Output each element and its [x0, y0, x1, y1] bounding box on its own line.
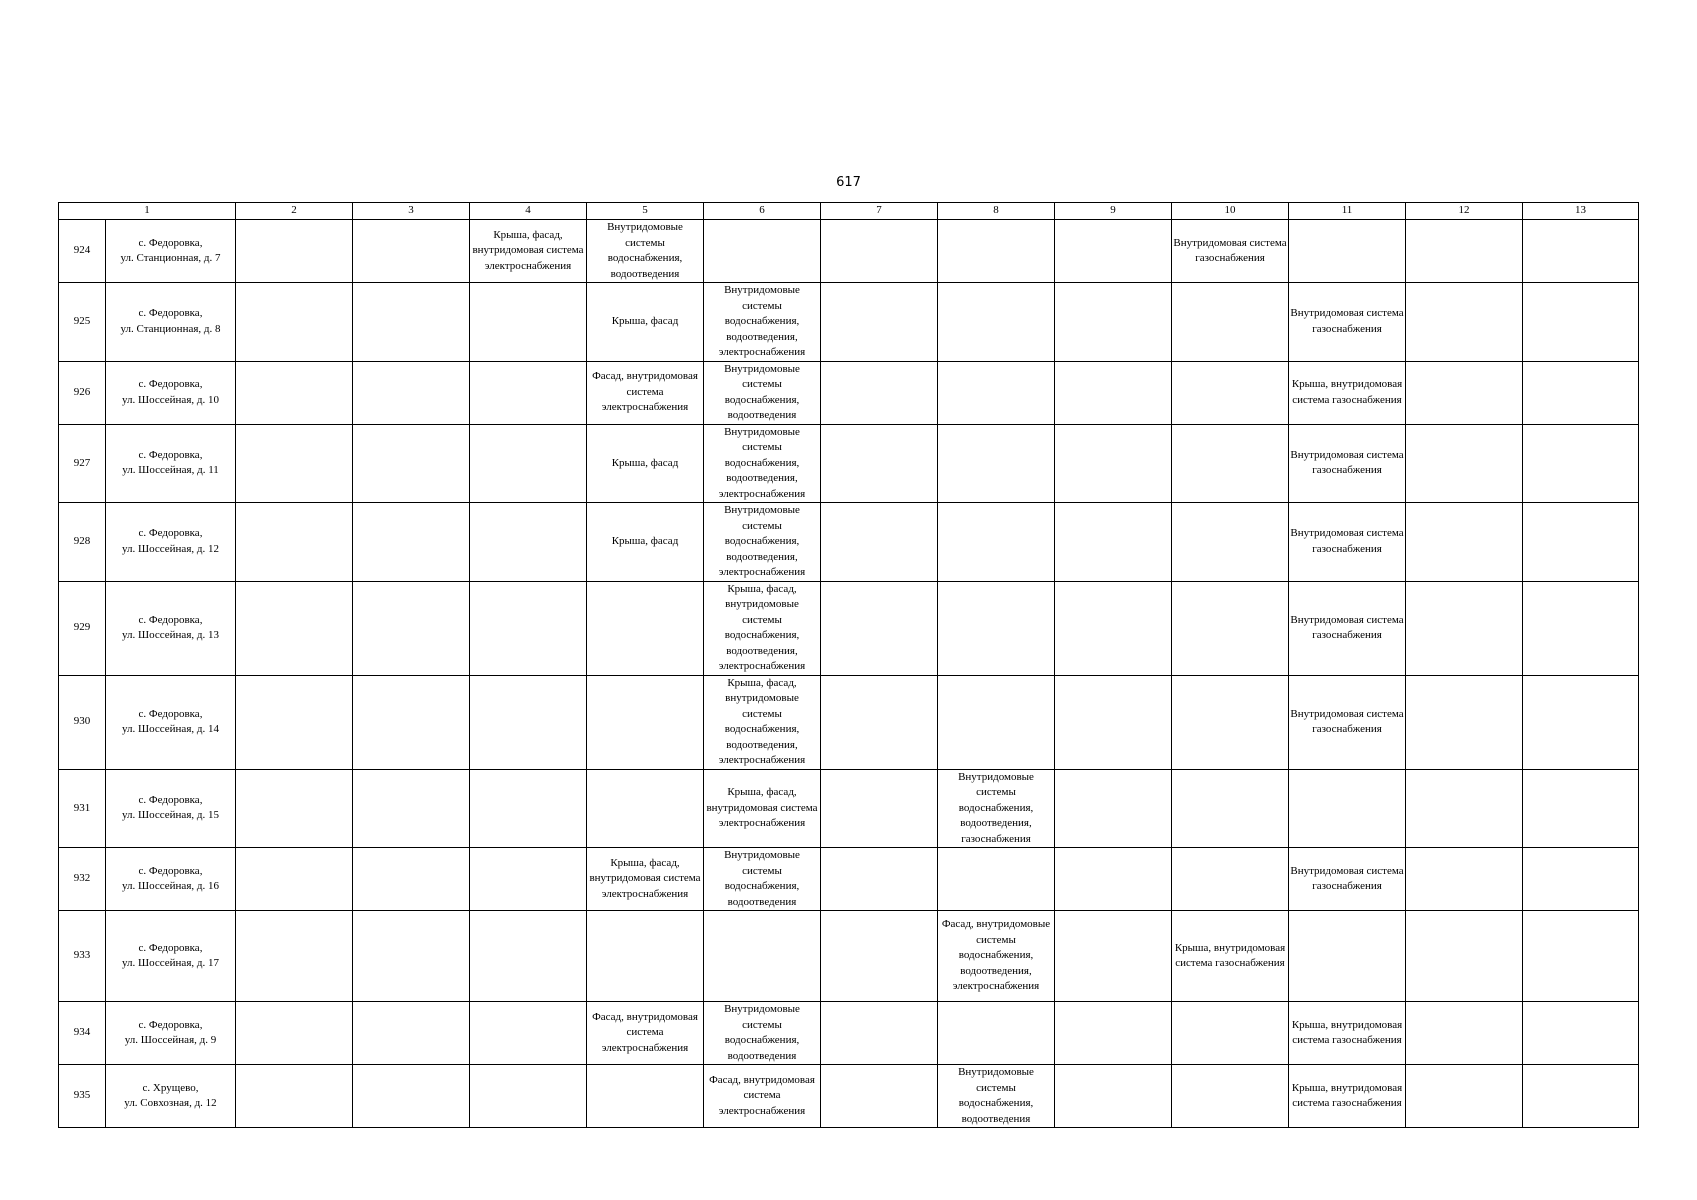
work-cell: [1523, 848, 1639, 911]
work-cell: [353, 1002, 470, 1065]
work-cell: [353, 675, 470, 769]
work-cell: [821, 1002, 938, 1065]
work-cell: [587, 581, 704, 675]
work-cell: Внутридомовые системы водоснабжения, водоотведения: [938, 1065, 1055, 1128]
table-row: [59, 283, 1639, 362]
column-header: 5: [587, 203, 704, 220]
work-cell: [1172, 424, 1289, 503]
work-cell: [821, 503, 938, 582]
work-cell: Крыша, внутридомовая система газоснабжения: [1289, 1002, 1406, 1065]
work-cell: [1172, 361, 1289, 424]
work-cell: Внутридомовые системы водоснабжения, водоотведения, электроснабжения: [704, 283, 821, 362]
address-line: с. Федоровка,: [138, 864, 203, 877]
work-cell: [587, 769, 704, 848]
work-cell: Фасад, внутридомовая система электроснабжения: [587, 361, 704, 424]
work-cell: Крыша, фасад: [587, 283, 704, 362]
work-cell: Крыша, фасад, внутридомовая система электроснабжения: [470, 220, 587, 283]
work-cell: [938, 581, 1055, 675]
work-cell: [236, 848, 353, 911]
work-cell: [353, 283, 470, 362]
work-cell: [470, 503, 587, 582]
column-header: 6: [704, 203, 821, 220]
table-row: [59, 581, 1639, 675]
work-cell: Внутридомовые системы водоснабжения, водоотведения: [587, 220, 704, 283]
work-cell: [1523, 1065, 1639, 1128]
address-line: с. Федоровка,: [138, 236, 203, 249]
row-number: 934: [59, 1002, 106, 1065]
work-cell: [236, 581, 353, 675]
address-cell: [106, 1065, 236, 1128]
work-cell: Внутридомовая система газоснабжения: [1172, 220, 1289, 283]
work-cell: [1289, 769, 1406, 848]
row-number: 930: [59, 675, 106, 769]
address-line: с. Федоровка,: [138, 793, 203, 806]
work-cell: Крыша, фасад, внутридомовая система электроснабжения: [587, 848, 704, 911]
work-cell: [821, 769, 938, 848]
work-cell: Внутридомовые системы водоснабжения, водоотведения: [704, 1002, 821, 1065]
work-cell: [704, 220, 821, 283]
work-cell: [1172, 283, 1289, 362]
address-line: с. Федоровка,: [138, 378, 203, 390]
work-cell: [1406, 675, 1523, 769]
work-cell: [236, 911, 353, 1002]
work-cell: Внутридомовая система газоснабжения: [1289, 424, 1406, 503]
address-line: ул. Шоссейная, д. 12: [122, 542, 219, 555]
address-cell: [106, 675, 236, 769]
address-line: ул. Шоссейная, д. 14: [122, 723, 219, 735]
address-line: ул. Шоссейная, д. 17: [122, 957, 219, 969]
work-cell: [1523, 911, 1639, 1002]
column-header: 13: [1523, 203, 1639, 220]
work-cell: [1172, 581, 1289, 675]
work-cell: [353, 911, 470, 1002]
work-cell: Фасад, внутридомовая система электроснабжения: [587, 1002, 704, 1065]
work-cell: [938, 675, 1055, 769]
work-cell: Внутридомовая система газоснабжения: [1289, 848, 1406, 911]
work-cell: [236, 675, 353, 769]
work-cell: [353, 581, 470, 675]
work-cell: [821, 581, 938, 675]
row-number: 928: [59, 503, 106, 582]
work-cell: Крыша, фасад, внутридомовые системы водоснабжения, водоотведения, электроснабжения: [704, 581, 821, 675]
work-cell: [470, 1002, 587, 1065]
work-cell: [821, 361, 938, 424]
work-cell: [1055, 848, 1172, 911]
work-cell: [1055, 675, 1172, 769]
work-cell: [704, 911, 821, 1002]
address-line: ул. Шоссейная, д. 10: [122, 393, 219, 406]
work-cell: [821, 911, 938, 1002]
work-cell: [353, 1065, 470, 1128]
table-row: [59, 1002, 1639, 1065]
table-row: [59, 848, 1639, 911]
column-header: 8: [938, 203, 1055, 220]
row-number: 931: [59, 769, 106, 848]
work-cell: Внутридомовые системы водоснабжения, водоотведения: [704, 361, 821, 424]
work-cell: [236, 1002, 353, 1065]
work-cell: [470, 848, 587, 911]
repair-schedule-table: [58, 202, 1639, 1128]
work-cell: [1055, 1002, 1172, 1065]
table-row: [59, 220, 1639, 283]
work-cell: [821, 675, 938, 769]
work-cell: [821, 283, 938, 362]
work-cell: [821, 424, 938, 503]
address-line: ул. Станционная, д. 8: [120, 322, 221, 335]
work-cell: [236, 503, 353, 582]
work-cell: [353, 220, 470, 283]
work-cell: Внутридомовые системы водоснабжения, водоотведения: [704, 848, 821, 911]
address-line: с. Федоровка,: [138, 707, 203, 720]
work-cell: [470, 361, 587, 424]
table-row: [59, 503, 1639, 582]
work-cell: [1523, 769, 1639, 848]
work-cell: Крыша, внутридомовая система газоснабжения: [1289, 1065, 1406, 1128]
column-header: 10: [1172, 203, 1289, 220]
row-number: 925: [59, 283, 106, 362]
work-cell: Внутридомовая система газоснабжения: [1289, 503, 1406, 582]
address-line: ул. Шоссейная, д. 16: [122, 880, 219, 892]
work-cell: [821, 1065, 938, 1128]
work-cell: Внутридомовые системы водоснабжения, водоотведения, электроснабжения: [704, 503, 821, 582]
address-line: с. Федоровка,: [138, 307, 203, 320]
work-cell: [821, 220, 938, 283]
work-cell: Крыша, фасад, внутридомовая система электроснабжения: [704, 769, 821, 848]
address-cell: [106, 911, 236, 1002]
work-cell: [1523, 675, 1639, 769]
work-cell: Внутридомовая система газоснабжения: [1289, 283, 1406, 362]
work-cell: [353, 361, 470, 424]
work-cell: [1406, 1065, 1523, 1128]
work-cell: [1172, 503, 1289, 582]
address-cell: [106, 503, 236, 582]
address-line: ул. Шоссейная, д. 9: [124, 1034, 217, 1046]
work-cell: [470, 1065, 587, 1128]
work-cell: [353, 769, 470, 848]
work-cell: [1406, 848, 1523, 911]
work-cell: Внутридомовая система газоснабжения: [1289, 675, 1406, 769]
work-cell: [236, 361, 353, 424]
address-cell: [106, 220, 236, 283]
work-cell: Фасад, внутридомовые системы водоснабжения, водоотведения, электроснабжения: [938, 911, 1055, 1002]
work-cell: [1055, 283, 1172, 362]
work-cell: [1406, 769, 1523, 848]
column-header: 11: [1289, 203, 1406, 220]
work-cell: [1055, 503, 1172, 582]
work-cell: Внутридомовая система газоснабжения: [1289, 581, 1406, 675]
table-row: [59, 911, 1639, 1002]
work-cell: [1055, 911, 1172, 1002]
work-cell: [470, 911, 587, 1002]
work-cell: [1289, 220, 1406, 283]
work-cell: [1523, 503, 1639, 582]
work-cell: [236, 769, 353, 848]
column-header: 3: [353, 203, 470, 220]
work-cell: [938, 848, 1055, 911]
work-cell: Крыша, фасад: [587, 503, 704, 582]
work-cell: [587, 1065, 704, 1128]
address-line: с. Федоровка,: [138, 448, 203, 461]
work-cell: [470, 769, 587, 848]
work-cell: [1172, 1065, 1289, 1128]
work-cell: [1523, 220, 1639, 283]
address-line: с. Федоровка,: [138, 941, 203, 954]
work-cell: [1523, 283, 1639, 362]
work-cell: Внутридомовые системы водоснабжения, водоотведения, электроснабжения: [704, 424, 821, 503]
work-cell: [236, 1065, 353, 1128]
work-cell: Крыша, внутридомовая система газоснабжения: [1289, 361, 1406, 424]
row-number: 932: [59, 848, 106, 911]
row-number: 924: [59, 220, 106, 283]
work-cell: [1172, 1002, 1289, 1065]
work-cell: [353, 503, 470, 582]
column-number-row: [59, 203, 1639, 220]
page-number: 617: [836, 175, 861, 190]
address-cell: [106, 1002, 236, 1065]
work-cell: [1055, 361, 1172, 424]
work-cell: [1406, 581, 1523, 675]
work-cell: [1406, 220, 1523, 283]
work-cell: [470, 424, 587, 503]
address-cell: [106, 581, 236, 675]
column-header: 2: [236, 203, 353, 220]
address-cell: [106, 361, 236, 424]
table-row: [59, 675, 1639, 769]
column-header: 1: [59, 203, 236, 220]
address-line: с. Федоровка,: [138, 1018, 203, 1031]
address-cell: [106, 424, 236, 503]
work-cell: [1406, 911, 1523, 1002]
work-cell: Фасад, внутридомовая система электроснабжения: [704, 1065, 821, 1128]
work-cell: [236, 283, 353, 362]
work-cell: [470, 675, 587, 769]
column-header: 12: [1406, 203, 1523, 220]
work-cell: Внутридомовые системы водоснабжения, водоотведения, газоснабжения: [938, 769, 1055, 848]
work-cell: [1172, 769, 1289, 848]
work-cell: [1055, 1065, 1172, 1128]
work-cell: [1172, 848, 1289, 911]
work-cell: [470, 581, 587, 675]
row-number: 933: [59, 911, 106, 1002]
work-cell: [587, 675, 704, 769]
address-cell: [106, 769, 236, 848]
row-number: 929: [59, 581, 106, 675]
address-line: с. Федоровка,: [138, 527, 203, 540]
address-line: с. Федоровка,: [138, 613, 203, 626]
work-cell: [470, 283, 587, 362]
work-cell: [1172, 675, 1289, 769]
row-number: 926: [59, 361, 106, 424]
work-cell: [1523, 361, 1639, 424]
table-row: [59, 1065, 1639, 1128]
work-cell: [1523, 581, 1639, 675]
row-number: 927: [59, 424, 106, 503]
work-cell: [1055, 581, 1172, 675]
work-cell: [1406, 424, 1523, 503]
work-cell: Крыша, фасад, внутридомовые системы водоснабжения, водоотведения, электроснабжения: [704, 675, 821, 769]
work-cell: [938, 283, 1055, 362]
work-cell: [938, 220, 1055, 283]
address-line: ул. Шоссейная, д. 11: [122, 464, 219, 477]
work-cell: [1523, 424, 1639, 503]
work-cell: [587, 911, 704, 1002]
table-row: [59, 769, 1639, 848]
work-cell: [938, 1002, 1055, 1065]
work-cell: [1055, 424, 1172, 503]
column-header: 9: [1055, 203, 1172, 220]
table-row: [59, 361, 1639, 424]
work-cell: [1055, 769, 1172, 848]
table-row: [59, 424, 1639, 503]
work-cell: [236, 424, 353, 503]
work-cell: [821, 848, 938, 911]
work-cell: [236, 220, 353, 283]
work-cell: [1055, 220, 1172, 283]
work-cell: Крыша, фасад: [587, 424, 704, 503]
address-line: ул. Шоссейная, д. 13: [122, 629, 219, 641]
work-cell: [1406, 1002, 1523, 1065]
work-cell: [1289, 911, 1406, 1002]
address-line: ул. Станционная, д. 7: [120, 252, 221, 264]
work-cell: [1406, 503, 1523, 582]
work-cell: [938, 503, 1055, 582]
address-cell: [106, 848, 236, 911]
work-cell: Крыша, внутридомовая система газоснабжения: [1172, 911, 1289, 1002]
work-cell: [353, 848, 470, 911]
work-cell: [353, 424, 470, 503]
work-cell: [1406, 361, 1523, 424]
work-cell: [1406, 283, 1523, 362]
address-line: ул. Совхозная, д. 12: [124, 1097, 217, 1109]
address-cell: [106, 283, 236, 362]
work-cell: [938, 424, 1055, 503]
address-line: с. Хрущево,: [142, 1081, 199, 1094]
column-header: 4: [470, 203, 587, 220]
work-cell: [1523, 1002, 1639, 1065]
address-line: ул. Шоссейная, д. 15: [122, 809, 219, 822]
work-cell: [938, 361, 1055, 424]
row-number: 935: [59, 1065, 106, 1128]
column-header: 7: [821, 203, 938, 220]
